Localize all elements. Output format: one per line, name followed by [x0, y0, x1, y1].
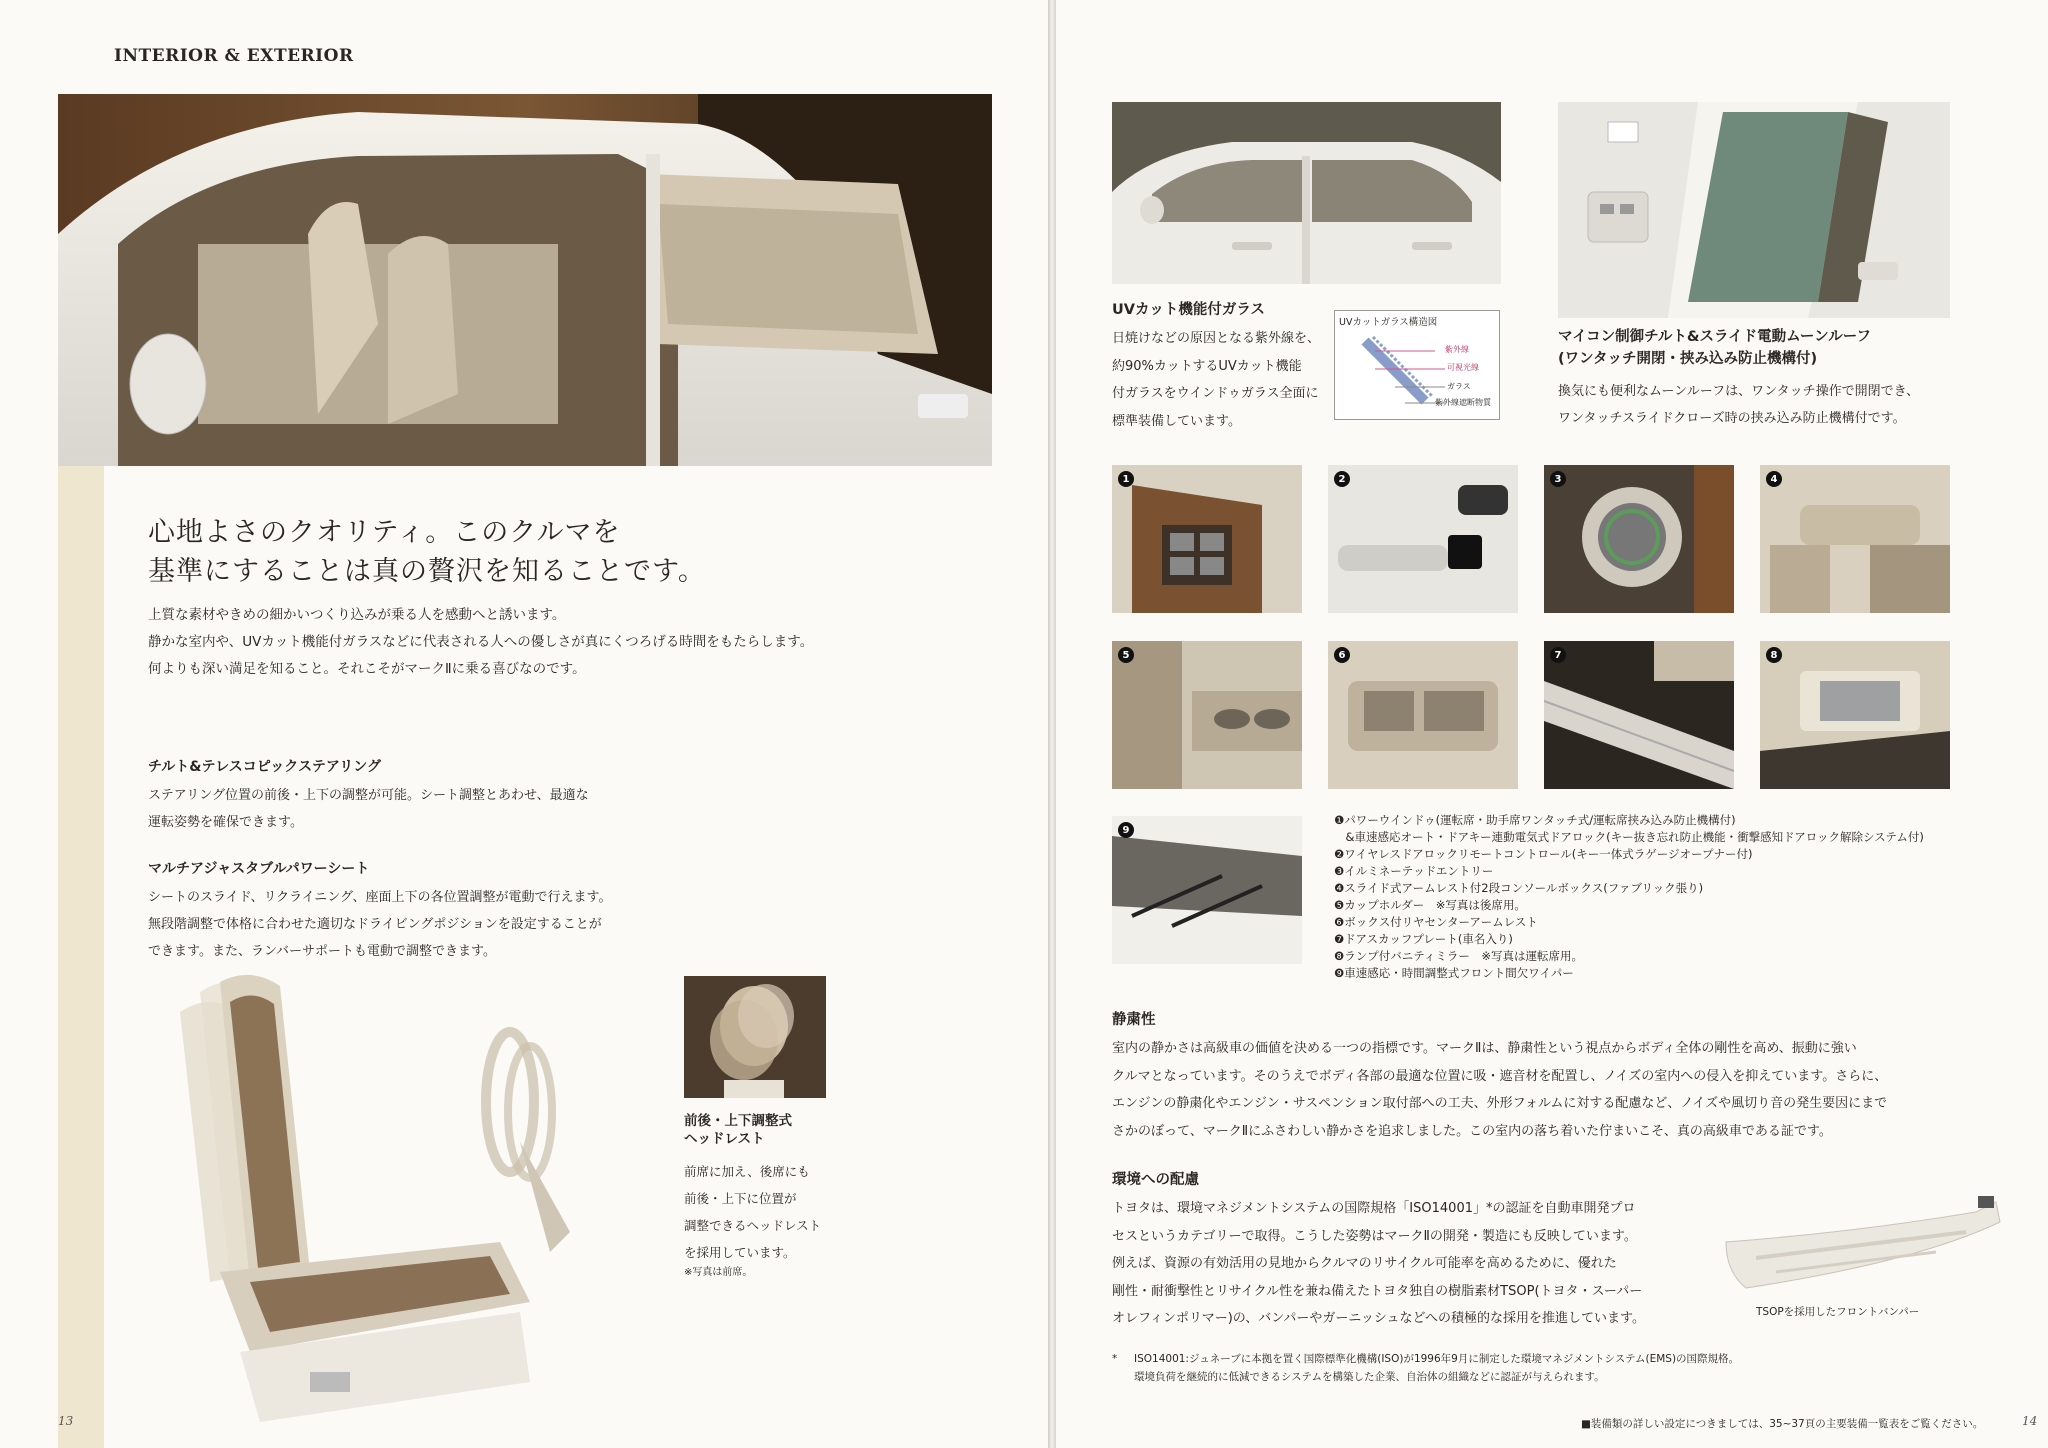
moonroof-photo — [1558, 102, 1950, 318]
steering-title: チルト&テレスコピックステアリング — [148, 759, 381, 775]
photo-number-9: 9 — [1118, 822, 1134, 838]
moonroof-title-line: マイコン制御チルト&スライド電動ムーンルーフ — [1558, 329, 1872, 345]
footnote-line: 環境負荷を継続的に低減できるシステムを構築した企業、自治体の組織などに認証が与えられます。 — [1134, 1371, 1605, 1383]
headline — [148, 513, 706, 591]
uv-diagram-title: UVカットガラス構造図 — [1339, 317, 1438, 328]
environment-body-line: トヨタは、環境マネジメントシステムの国際規格「ISO14001」*の認証を自動車開発プロ — [1112, 1201, 1636, 1216]
uv-label-blocker: 紫外線遮断物質 — [1435, 398, 1491, 407]
photo-number-1: 1 — [1118, 471, 1134, 487]
uv-glass-body-line: 日焼けなどの原因となる紫外線を、 — [1112, 331, 1321, 346]
feature-item: ❼ドアスカッフプレート(車名入り) — [1334, 932, 1513, 946]
headline-line-1: 心地よさのクオリティ。このクルマを — [148, 517, 621, 548]
bumper-caption: TSOPを採用したフロントバンパー — [1756, 1306, 1920, 1318]
quietness-body-line: クルマとなっています。そのうえでボディ各部の最適な位置に吸・遮音材を配置し、ノイズの室内への侵入を抑えています。さらに、 — [1112, 1068, 1888, 1084]
feature-photo-6 — [1328, 641, 1518, 789]
moonroof-title-line: (ワンタッチ開閉・挟み込み防止機構付) — [1558, 351, 1818, 367]
feature-photo-9 — [1112, 816, 1302, 964]
bumper-photo — [1716, 1192, 2006, 1302]
feature-item: &車速感応オート・ドアキー連動電気式ドアロック(キー抜き忘れ防止機能・衝撃感知ドアロック解除システム付) — [1334, 830, 1924, 844]
uv-glass-section — [1112, 298, 1352, 435]
intro-line: 上質な素材やきめの細かいつくり込みが乗る人を感動へと誘います。 — [148, 607, 566, 623]
quietness-body-line: エンジンの静粛化やエンジン・サスペンション取付部への工夫、外形フォルムに対する配慮など、ノイズや風切り音の発生要因にまで — [1112, 1096, 1888, 1111]
uv-glass-title: UVカット機能付ガラス — [1112, 302, 1265, 318]
page-number-right: 14 — [2022, 1414, 2038, 1428]
right-page — [1056, 0, 2048, 1448]
headrest-section — [684, 1112, 844, 1280]
feature-item: ❷ワイヤレスドアロックリモートコントロール(キー一体式ラゲージオープナー付) — [1334, 847, 1753, 861]
feature-item: ❾車速感応・時間調整式フロント間欠ワイパー — [1334, 966, 1574, 980]
uv-label-glass: ガラス — [1447, 382, 1471, 391]
feature-item: ❸イルミネーテッドエントリー — [1334, 864, 1494, 878]
headrest-body-line: 調整できるヘッドレスト — [684, 1218, 822, 1233]
uv-label-visible: 可視光線 — [1447, 363, 1479, 372]
uv-glass-body-line: 標準装備しています。 — [1112, 413, 1241, 429]
uv-glass-photo — [1112, 102, 1501, 284]
moonroof-section — [1558, 326, 2028, 432]
feature-item: ❹スライド式アームレスト付2段コンソールボックス(ファブリック張り) — [1334, 881, 1704, 895]
headrest-body-line: を採用しています。 — [684, 1245, 796, 1260]
intro-line: 静かな室内や、UVカット機能付ガラスなどに代表される人への優しさが真にくつろげる時間をもたらします。 — [148, 634, 814, 650]
bottom-note: ■装備類の詳しい設定につきましては、35~37頁の主要装備一覧表をご覧ください。 — [1581, 1418, 1984, 1430]
photo-number-5: 5 — [1118, 647, 1134, 663]
environment-body-line: 例えば、資源の有効活用の見地からクルマのリサイクル可能率を高めるために、優れた — [1112, 1256, 1617, 1271]
page-number-left: 13 — [58, 1414, 74, 1428]
feature-item: ❻ボックス付リヤセンターアームレスト — [1334, 915, 1538, 929]
environment-body-line: オレフィンポリマー)の、バンパーやガーニッシュなどへの積極的な採用を推進しています。 — [1112, 1311, 1646, 1326]
headrest-title-line: ヘッドレスト — [684, 1131, 765, 1147]
features-list — [1334, 812, 2034, 982]
feature-photo-5 — [1112, 641, 1302, 789]
intro-text — [148, 602, 928, 683]
feature-item: ❺カップホルダー ※写真は後席用。 — [1334, 898, 1526, 912]
seat-body-line: 無段階調整で体格に合わせた適切なドライビングポジションを設定することが — [148, 917, 602, 932]
uv-glass-body-line: 付ガラスをウインドゥガラス全面に — [1112, 386, 1319, 401]
feature-photo-7 — [1544, 641, 1734, 789]
environment-body-line: 剛性・耐衝撃性とリサイクル性を兼ね備えたトヨタ独自の樹脂素材TSOP(トヨタ・スーパー — [1112, 1283, 1643, 1299]
headrest-title-line: 前後・上下調整式 — [684, 1113, 792, 1129]
quietness-title: 静粛性 — [1112, 1012, 1156, 1028]
steering-body-line: ステアリング位置の前後・上下の調整が可能。シート調整とあわせ、最適な — [148, 788, 589, 803]
feature-photo-1 — [1112, 465, 1302, 613]
headline-line-2: 基準にすることは真の贅沢を知ることです。 — [148, 556, 706, 587]
feature-item: ❶パワーウインドゥ(運転席・助手席ワンタッチ式/運転席挟み込み防止機構付) — [1334, 813, 1736, 827]
feature-photo-8 — [1760, 641, 1950, 789]
seat-section — [148, 858, 708, 965]
photo-number-7: 7 — [1550, 647, 1566, 663]
environment-body-line: セスというカテゴリーで取得。こうした姿勢はマークⅡの開発・製造にも反映しています。 — [1112, 1228, 1637, 1244]
quietness-section — [1112, 1008, 2032, 1145]
photo-number-3: 3 — [1550, 471, 1566, 487]
environment-title: 環境への配慮 — [1112, 1172, 1199, 1188]
uv-glass-body-line: 約90%カットするUVカット機能 — [1112, 358, 1302, 374]
steering-section — [148, 756, 688, 836]
section-title: INTERIOR & EXTERIOR — [114, 46, 354, 66]
intro-line: 何よりも深い満足を知ること。それこそがマークⅡに乗る喜びなのです。 — [148, 661, 586, 677]
headrest-body-line: 前後・上下に位置が — [684, 1191, 797, 1206]
headrest-body-line: 前席に加え、後席にも — [684, 1164, 810, 1179]
footnote-line: ISO14001:ジュネーブに本拠を置く国際標準化機構(ISO)が1996年9月に制定した環境マネジメントシステム(EMS)の国際規格。 — [1134, 1353, 1740, 1365]
cream-band — [58, 466, 104, 1448]
environment-section — [1112, 1168, 1752, 1333]
moonroof-body-line: ワンタッチスライドクローズ時の挟み込み防止機構付です。 — [1558, 411, 1906, 426]
seat-body-line: シートのスライド、リクライニング、座面上下の各位置調整が電動で行えます。 — [148, 890, 612, 905]
photo-number-2: 2 — [1334, 471, 1350, 487]
photo-number-4: 4 — [1766, 471, 1782, 487]
moonroof-body-line: 換気にも便利なムーンルーフは、ワンタッチ操作で開閉でき、 — [1558, 384, 1920, 399]
quietness-body-line: 室内の静かさは高級車の価値を決める一つの指標です。マークⅡは、静粛性という視点からボディ全体の剛性を高め、振動に強い — [1112, 1041, 1857, 1056]
footnote-mark: * — [1112, 1353, 1118, 1365]
power-seat-photo — [140, 972, 580, 1428]
headrest-note: ※写真は前席。 — [684, 1267, 753, 1278]
feature-photo-4 — [1760, 465, 1950, 613]
feature-photo-3 — [1544, 465, 1734, 613]
uv-glass-diagram — [1334, 310, 1500, 420]
feature-photo-2 — [1328, 465, 1518, 613]
uv-label-uv: 紫外線 — [1445, 345, 1469, 354]
steering-body-line: 運転姿勢を確保できます。 — [148, 815, 303, 830]
footnote — [1112, 1350, 2042, 1386]
feature-item: ❽ランプ付バニティミラー ※写真は運転席用。 — [1334, 949, 1584, 963]
interior-photo — [58, 94, 992, 466]
page-spine — [1048, 0, 1056, 1448]
photo-number-8: 8 — [1766, 647, 1782, 663]
seat-body-line: できます。また、ランバーサポートも電動で調整できます。 — [148, 944, 497, 959]
quietness-body-line: さかのぼって、マークⅡにふさわしい静かさを追求しました。この室内の落ち着いた佇まいこそ、真の高級車である証です。 — [1112, 1123, 1832, 1139]
photo-number-6: 6 — [1334, 647, 1350, 663]
seat-title: マルチアジャスタブルパワーシート — [148, 861, 370, 877]
headrest-photo — [684, 976, 826, 1098]
